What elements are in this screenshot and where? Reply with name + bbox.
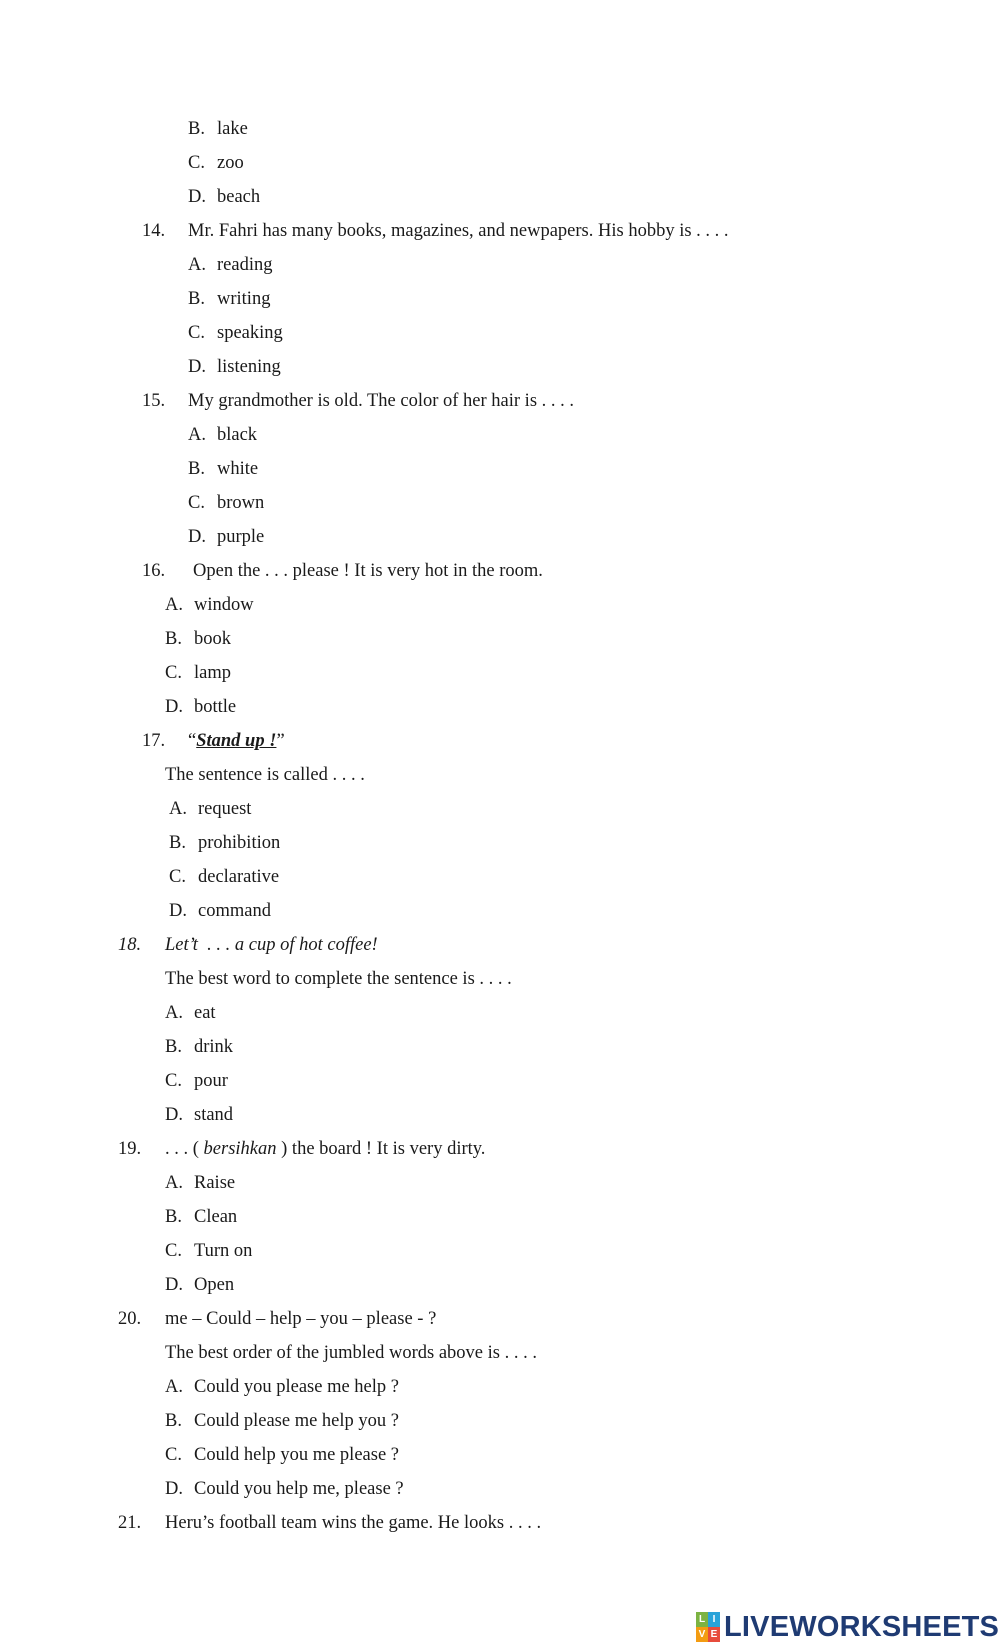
option-letter: D. [165,1105,183,1125]
option-letter: D. [188,527,206,547]
option-letter: B. [188,289,205,309]
option-text: request [198,799,252,819]
liveworksheets-logo-icon [696,1612,720,1642]
question-prompt: The best word to complete the sentence is . . . . [165,969,512,989]
question-text: My grandmother is old. The color of her hair is . . . . [188,391,575,411]
logo-wordmark: LIVEWORKSHEETS [724,1610,1000,1643]
option-letter: D. [169,901,187,921]
logo-tile-e: E [708,1627,720,1642]
question-number: 17. [142,731,166,751]
option-text: zoo [217,153,244,173]
option-letter: A. [188,255,206,275]
option-letter: D. [188,187,206,207]
option-text: lamp [194,663,231,683]
option-text: prohibition [198,833,281,853]
option-text: black [217,425,258,445]
option-text: Could help you me please ? [194,1445,399,1465]
option-text: Turn on [194,1241,253,1261]
option-letter: B. [165,629,182,649]
logo-tile-i: I [708,1612,720,1627]
option-letter: B. [188,119,205,139]
logo-tile-v: V [696,1627,708,1642]
question-text [165,1138,485,1160]
option-text: reading [217,255,273,275]
question-number: 21. [118,1513,142,1533]
option-text: window [194,595,254,615]
option-text: Clean [194,1207,238,1227]
question-text: Let’t . . . a cup of hot coffee! [165,935,378,955]
option-letter: D. [188,357,206,377]
option-letter: A. [165,1377,183,1397]
option-letter: A. [165,595,183,615]
option-text: drink [194,1037,234,1057]
quote-close: ” [276,731,285,751]
option-text: lake [217,119,248,139]
option-letter: D. [165,1479,183,1499]
question-number: 15. [142,391,166,411]
option-text: declarative [198,867,280,887]
option-letter: B. [165,1207,182,1227]
option-text: brown [217,493,265,513]
option-text: purple [217,527,265,547]
option-letter: C. [188,493,205,513]
option-text: speaking [217,323,283,343]
option-text: beach [217,187,261,207]
option-text: Could you please me help ? [194,1377,399,1397]
question-text: Mr. Fahri has many books, magazines, and newpapers. His hobby is . . . . [188,221,729,241]
question-text: Heru’s football team wins the game. He looks . . . . [165,1513,542,1533]
option-text: eat [194,1003,216,1023]
option-text: bottle [194,697,237,717]
option-text: Raise [194,1173,236,1193]
option-letter: B. [188,459,205,479]
option-text: command [198,901,271,921]
option-letter: A. [165,1173,183,1193]
question-text-before: . . . ( [165,1139,204,1159]
question-number: 16. [142,561,166,581]
option-letter: C. [165,1241,182,1261]
question-text-italic: bersihkan [203,1139,277,1159]
quoted-command: Stand up ! [196,731,277,751]
question-number: 20. [118,1309,142,1329]
quote-open: “ [188,731,197,751]
option-letter: C. [169,867,186,887]
option-text: writing [217,289,271,309]
question-prompt: The sentence is called . . . . [165,765,365,785]
liveworksheets-logo[interactable] [696,1610,999,1644]
option-letter: C. [165,663,182,683]
option-letter: A. [165,1003,183,1023]
logo-tile-l: L [696,1612,708,1627]
option-letter: C. [165,1445,182,1465]
option-text: Could please me help you ? [194,1411,399,1431]
option-letter: C. [165,1071,182,1091]
option-text: Open [194,1275,235,1295]
option-text: stand [194,1105,234,1125]
question-text: me – Could – help – you – please - ? [165,1309,437,1329]
question-number: 18. [118,935,142,955]
option-letter: B. [165,1411,182,1431]
option-letter: D. [165,697,183,717]
option-text: pour [194,1071,228,1091]
option-letter: A. [169,799,187,819]
question-text-after: ) the board ! It is very dirty. [276,1139,486,1159]
option-text: listening [217,357,281,377]
question-text [188,730,285,752]
option-text: Could you help me, please ? [194,1479,404,1499]
option-letter: B. [165,1037,182,1057]
question-number: 14. [142,221,166,241]
option-text: white [217,459,259,479]
option-letter: B. [169,833,186,853]
question-text: Open the . . . please ! It is very hot in the room. [193,561,543,581]
question-prompt: The best order of the jumbled words above is . . . . [165,1343,537,1363]
option-text: book [194,629,231,649]
option-letter: A. [188,425,206,445]
option-letter: C. [188,323,205,343]
question-number: 19. [118,1139,142,1159]
option-letter: C. [188,153,205,173]
option-letter: D. [165,1275,183,1295]
